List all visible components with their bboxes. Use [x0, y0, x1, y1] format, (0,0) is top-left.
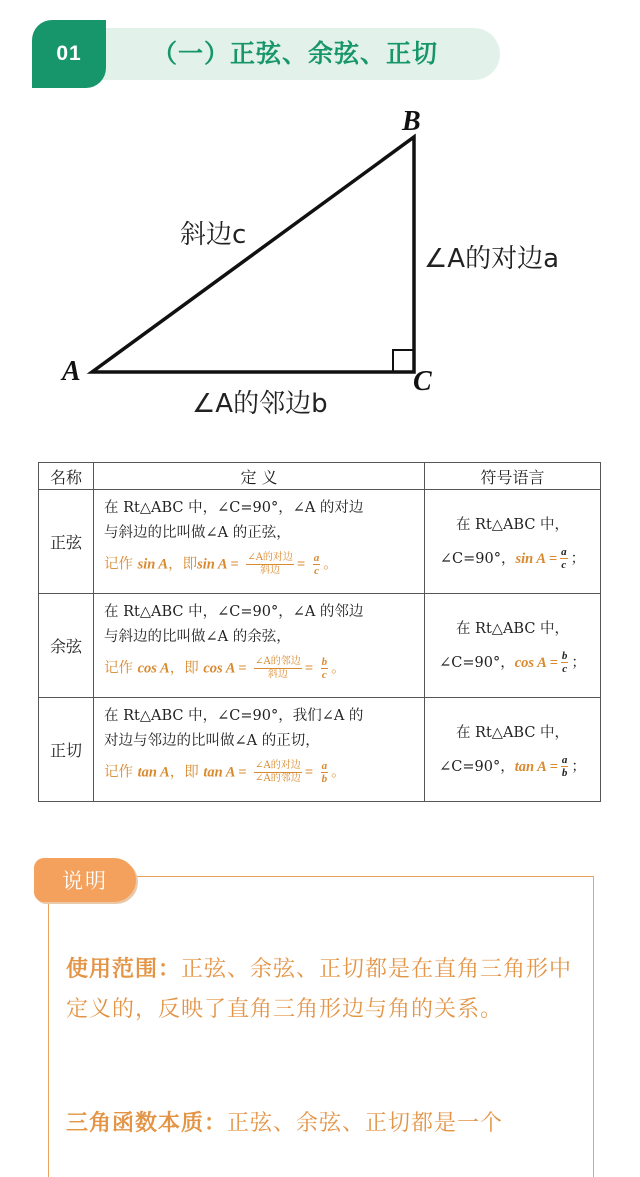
- trig-essence-title: 三角函数本质：: [66, 1111, 228, 1136]
- symbol-denominator: c: [561, 559, 567, 571]
- row-definition: [94, 490, 425, 594]
- definition-line: 与斜边的比叫做∠A 的余弦，: [104, 629, 291, 645]
- symbol-formula: [426, 750, 599, 784]
- row-symbol: [425, 490, 601, 594]
- symbol-formula: [426, 646, 599, 680]
- notation-line: [104, 760, 416, 786]
- symbol-function: sin A =: [515, 550, 558, 567]
- trig-essence-paragraph: [66, 1104, 586, 1144]
- symbol-fraction: [560, 546, 568, 571]
- fraction-numerator: ∠A的对边: [247, 552, 293, 563]
- table-header-row: [39, 463, 601, 490]
- definition-line: 在 Rt△ABC 中，∠C=90°，∠A 的对边: [104, 500, 364, 516]
- vertex-a-label: A: [62, 356, 81, 387]
- notation-mid: ，即: [169, 764, 204, 781]
- header-symbol: 符号语言: [425, 463, 601, 490]
- symbol-function: cos A =: [514, 654, 558, 671]
- symbol-line: 在 Rt△ABC 中，: [455, 620, 570, 637]
- symbol-end: ；: [571, 758, 586, 775]
- ratio-fraction: [321, 760, 329, 785]
- function-name: sin A: [137, 556, 169, 573]
- fraction-denominator: 斜边: [260, 565, 281, 576]
- row-name: 正切: [39, 698, 94, 802]
- fraction-numerator: ∠A的邻边: [255, 656, 301, 667]
- row-name: 正弦: [39, 490, 94, 594]
- header-name: 名称: [39, 463, 94, 490]
- equals-sign: =: [296, 556, 306, 573]
- equals-sign: =: [304, 764, 314, 781]
- ratio-denominator: c: [321, 669, 327, 681]
- function-equation: sin A =: [197, 556, 239, 573]
- section-title: （一）正弦、余弦、正切: [152, 39, 439, 68]
- ratio-denominator: b: [321, 773, 328, 785]
- ratio-numerator: a: [313, 552, 320, 564]
- symbol-prefix: ∠C=90°，: [439, 758, 515, 775]
- table-row-tangent: [39, 698, 601, 802]
- row-definition: [94, 698, 425, 802]
- explanation-tag: 说明: [34, 858, 136, 902]
- sentence-end: 。: [323, 556, 338, 573]
- fraction-denominator: ∠A的邻边: [255, 773, 301, 784]
- symbol-function: tan A =: [514, 758, 558, 775]
- definition-line: 对边与邻边的比叫做∠A 的正切，: [104, 733, 320, 749]
- word-fraction: [254, 656, 302, 681]
- notation-prefix: 记作: [104, 556, 138, 573]
- symbol-fraction: [561, 650, 569, 675]
- ratio-fraction: [313, 552, 321, 577]
- usage-range-text: 正弦、余弦、正切都是在直角三角形中定义的，反映了直角三角形边与角的关系。: [66, 957, 573, 1022]
- notation-prefix: 记作: [104, 764, 138, 781]
- table-row-sine: [39, 490, 601, 594]
- symbol-line: 在 Rt△ABC 中，: [455, 724, 570, 741]
- vertex-c-label: C: [413, 366, 432, 397]
- function-name: tan A: [137, 764, 170, 781]
- hypotenuse-label: 斜边c: [180, 220, 247, 250]
- notation-mid: ，即: [168, 556, 198, 573]
- ratio-denominator: c: [314, 565, 319, 577]
- symbol-denominator: c: [562, 663, 568, 675]
- symbol-prefix: ∠C=90°，: [439, 654, 515, 671]
- ratio-numerator: a: [321, 760, 328, 772]
- symbol-formula: [426, 542, 599, 576]
- equals-sign: =: [304, 660, 313, 677]
- usage-range-paragraph: [66, 950, 586, 1030]
- symbol-end: ；: [571, 654, 586, 671]
- fraction-numerator: ∠A的对边: [255, 760, 301, 771]
- opposite-side-label: ∠A的对边a: [424, 244, 560, 274]
- section-number: 01: [32, 20, 106, 88]
- sentence-end: 。: [331, 764, 346, 781]
- table-row-cosine: [39, 594, 601, 698]
- notation-line: [104, 552, 416, 578]
- right-triangle-diagram: [0, 100, 640, 440]
- notation-mid: ，即: [169, 660, 204, 677]
- row-symbol: [425, 698, 601, 802]
- function-equation: cos A =: [203, 660, 247, 677]
- notation-prefix: 记作: [104, 660, 138, 677]
- symbol-fraction: [561, 754, 569, 779]
- symbol-denominator: b: [561, 767, 568, 779]
- adjacent-side-label: ∠A的邻边b: [192, 389, 328, 419]
- usage-range-title: 使用范围：: [66, 957, 182, 982]
- symbol-numerator: a: [561, 754, 568, 766]
- definition-table: [38, 462, 601, 802]
- header-definition: 定 义: [94, 463, 425, 490]
- ratio-numerator: b: [321, 656, 328, 668]
- function-equation: tan A =: [203, 764, 247, 781]
- trig-essence-text: 正弦、余弦、正切都是一个: [227, 1111, 504, 1136]
- section-header: [32, 20, 500, 88]
- word-fraction: [254, 760, 302, 785]
- symbol-prefix: ∠C=90°，: [439, 550, 516, 567]
- function-name: cos A: [137, 660, 170, 677]
- row-definition: [94, 594, 425, 698]
- symbol-numerator: a: [561, 546, 567, 558]
- word-fraction: [246, 552, 294, 577]
- definition-line: 在 Rt△ABC 中，∠C=90°，∠A 的邻边: [104, 604, 364, 620]
- symbol-end: ；: [570, 550, 586, 567]
- symbol-line: 在 Rt△ABC 中，: [455, 516, 570, 533]
- row-name: 余弦: [39, 594, 94, 698]
- notation-line: [104, 656, 416, 682]
- fraction-denominator: 斜边: [267, 669, 288, 680]
- definition-line: 在 Rt△ABC 中，∠C=90°，我们∠A 的: [104, 708, 364, 724]
- symbol-numerator: b: [561, 650, 568, 662]
- row-symbol: [425, 594, 601, 698]
- ratio-fraction: [321, 656, 329, 681]
- definition-line: 与斜边的比叫做∠A 的正弦，: [104, 525, 291, 541]
- sentence-end: 。: [331, 660, 346, 677]
- vertex-b-label: B: [402, 106, 421, 137]
